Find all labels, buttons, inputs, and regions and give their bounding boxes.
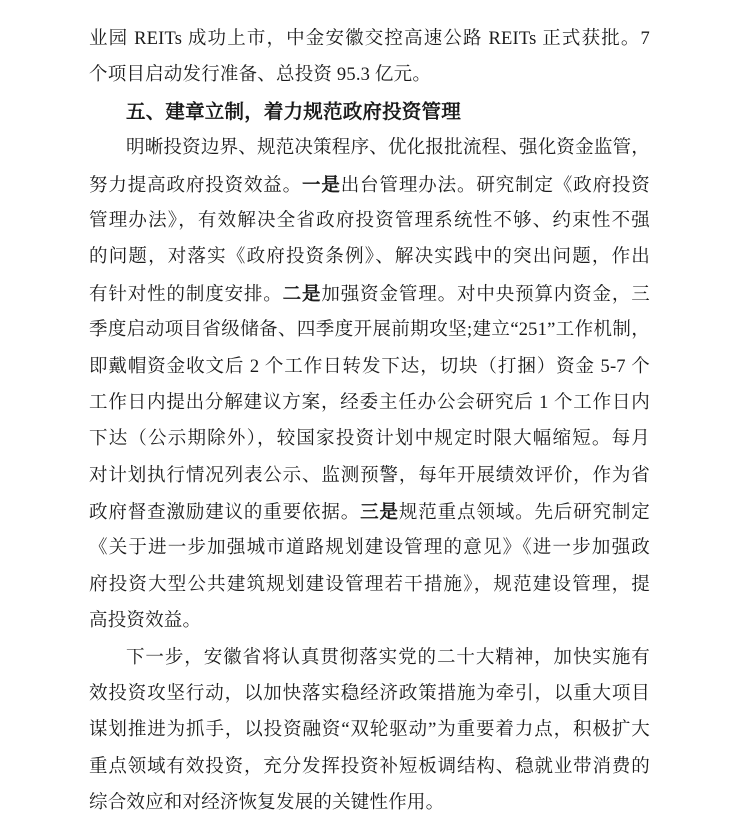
text-line <box>89 530 650 566</box>
text-run: 谋划推进为抓手，以投资融资“双轮驱动”为重要着力点，积极扩大 <box>89 720 650 741</box>
text-run: 重点领域有效投资，充分发挥投资补短板调结构、稳就业带消费的 <box>89 756 650 777</box>
text-line <box>89 21 650 57</box>
text-run: 下达（公示期除外），较国家投资计划中规定时限大幅缩短。每月 <box>89 429 650 450</box>
document-text-column <box>89 21 650 822</box>
paragraph-main <box>89 130 650 639</box>
text-line <box>89 349 650 385</box>
text-run: 高投资效益。 <box>89 611 202 632</box>
text-line <box>89 494 650 530</box>
text-run: 效投资攻坚行动，以加快落实稳经济政策措施为牵引，以重大项目 <box>89 684 650 705</box>
text-line <box>89 603 650 639</box>
section-heading <box>89 94 650 130</box>
text-line <box>89 203 650 239</box>
text-run: 工作日内提出分解建议方案，经委主任办公会研究后 1 个工作日内 <box>89 392 650 413</box>
text-line <box>89 57 650 93</box>
text-run: 有针对性的制度安排。 <box>89 284 283 305</box>
text-run: 加强资金管理。对中央预算内资金，三 <box>321 284 650 305</box>
text-run: 出台管理办法。研究制定《政府投资 <box>340 175 650 196</box>
text-run: 综合效应和对经济恢复发展的关键性作用。 <box>89 793 445 814</box>
text-run: 管理办法》，有效解决全省政府投资管理系统性不够、约束性不强 <box>89 210 650 231</box>
text-run: 对计划执行情况列表公示、监测预警，每年开展绩效评价，作为省 <box>89 465 650 486</box>
text-run: 即戴帽资金收文后 2 个工作日转发下达，切块（打捆）资金 5-7 个 <box>89 356 650 377</box>
text-line <box>89 276 650 312</box>
text-line <box>89 676 650 712</box>
text-line <box>89 421 650 457</box>
text-line <box>89 458 650 494</box>
text-line <box>89 312 650 348</box>
section-heading-text: 五、建章立制，着力规范政府投资管理 <box>126 100 461 123</box>
text-line <box>89 785 650 821</box>
bold-run: 二是 <box>282 282 322 304</box>
text-run: 个项目启动发行准备、总投资 95.3 亿元。 <box>89 65 432 86</box>
text-run: 努力提高政府投资效益。 <box>89 175 303 196</box>
bold-run: 三是 <box>360 501 399 523</box>
text-run: 《关于进一步加强城市道路规划建设管理的意见》《进一步加强政 <box>89 538 650 559</box>
text-run: 季度启动项目省级储备、四季度开展前期攻坚;建立“251”工作机制， <box>89 320 650 341</box>
text-run: 政府督查激励建议的重要依据。 <box>89 503 361 524</box>
text-line <box>89 130 650 166</box>
text-line <box>89 640 650 676</box>
text-line <box>89 749 650 785</box>
text-run: 的问题，对落实《政府投资条例》、解决实践中的突出问题，作出 <box>89 247 650 268</box>
text-line <box>89 239 650 275</box>
text-line <box>89 167 650 203</box>
text-run: 业园 REITs 成功上市，中金安徽交控高速公路 REITs 正式获批。7 <box>89 29 650 49</box>
paragraph-intro-continuation <box>89 21 650 94</box>
text-run: 规范重点领域。先后研究制定 <box>398 503 650 524</box>
text-run: 下一步，安徽省将认真贯彻落实党的二十大精神，加快实施有 <box>126 647 650 668</box>
text-run: 明晰投资边界、规范决策程序、优化报批流程、强化资金监管， <box>126 138 650 159</box>
paragraph-closing <box>89 640 650 822</box>
bold-run: 一是 <box>302 173 341 195</box>
text-line <box>89 712 650 748</box>
text-line <box>89 385 650 421</box>
text-run: 府投资大型公共建筑规划建设管理若干措施》，规范建设管理，提 <box>89 574 650 595</box>
text-line <box>89 567 650 603</box>
